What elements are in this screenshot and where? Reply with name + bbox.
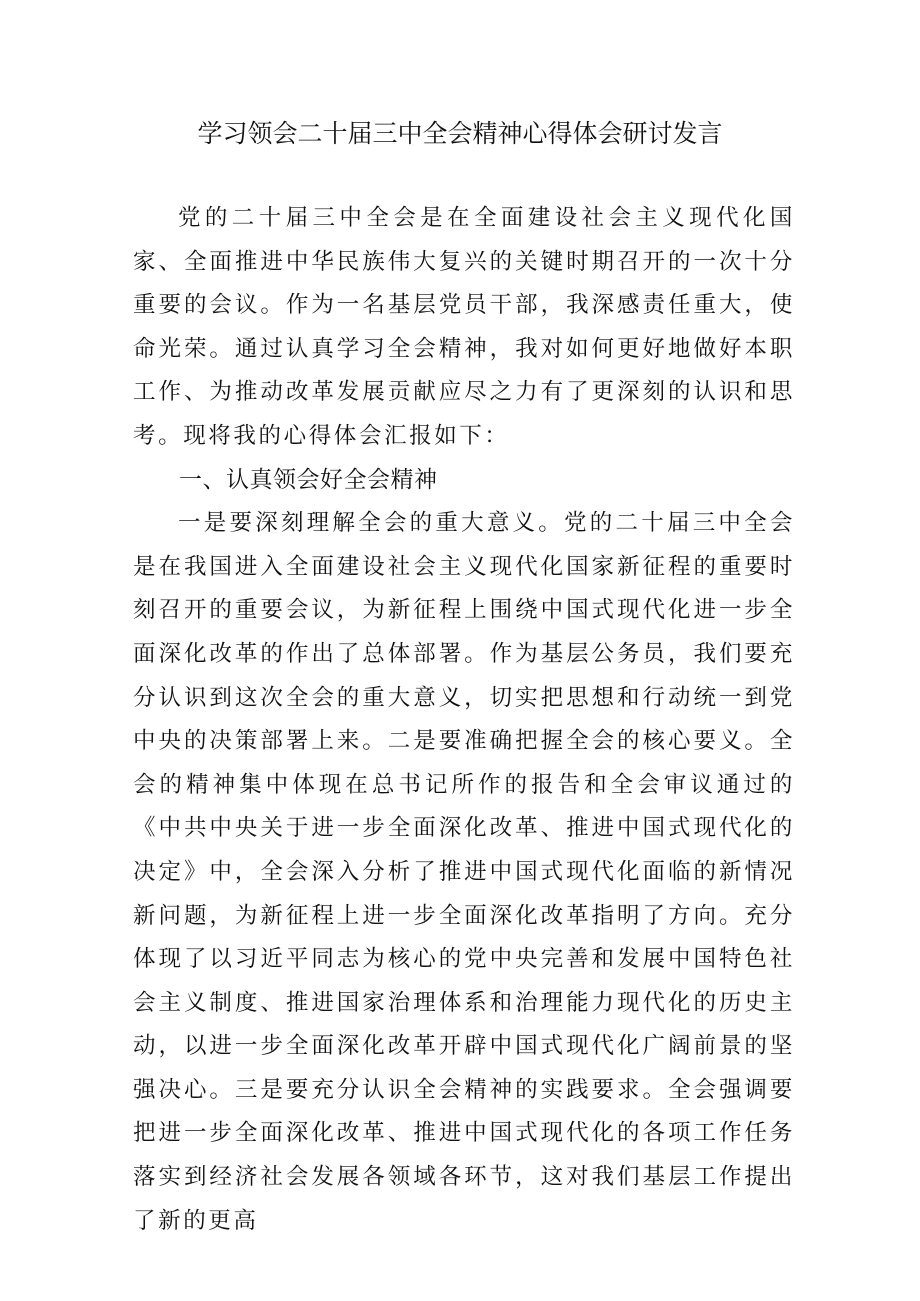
document-title: 学习领会二十届三中全会精神心得体会研讨发言 xyxy=(197,119,723,148)
intro-paragraph: 党的二十届三中全会是在全面建设社会主义现代化国家、全面推进中华民族伟大复兴的关键时期召开的一次十分重要的会议。作为一名基层党员干部，我深感责任重大，使命光荣。通过认真学习全会精神，我对如何更好地做好本职工作、为推动改革发展贡献应尽之力有了更深刻的认识和思考。现将我的心得体会汇报如下： xyxy=(133,205,795,449)
section-paragraph: 一是要深刻理解全会的重大意义。党的二十届三中全会是在我国进入全面建设社会主义现代化国家新征程的重要时刻召开的重要会议，为新征程上围绕中国式现代化进一步全面深化改革的作出了总体部署。作为基层公务员，我们要充分认识到这次全会的重大意义，切实把思想和行动统一到党中央的决策部署上来。二是要准确把握全会的核心要义。全会的精神集中体现在总书记所作的报告和全会审议通过的《中共中央关于进一步全面深化改革、推进中国式现代化的决定》中，全会深入分析了推进中国式现代化面临的新情况新问题，为新征程上进一步全面深化改革指明了方向。充分体现了以习近平同志为核心的党中央完善和发展中国特色社会主义制度、推进国家治理体系和治理能力现代化的历史主动，以进一步全面深化改革开辟中国式现代化广阔前景的坚强决心。三是要充分认识全会精神的实践要求。全会强调要把进一步全面深化改革、推进中国式现代化的各项工作任务落实到经济社会发展各领域各环节，这对我们基层工作提出了新的更高 xyxy=(133,510,795,1234)
section-heading: 一、认真领会好全会精神 xyxy=(179,466,438,493)
document-body xyxy=(133,197,795,1243)
